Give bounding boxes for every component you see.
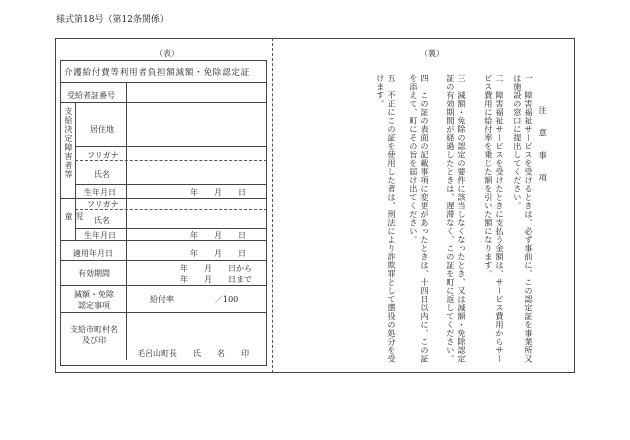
child-birthdate-label: 生年月日 <box>84 231 116 240</box>
rule <box>75 209 267 210</box>
decision-person-label: 支給決定障害者等 <box>64 107 73 179</box>
effective-date-label: 適用年月日 <box>73 249 113 258</box>
child-name-label: 氏名 <box>94 216 110 225</box>
issuer-line: 毛呂山町長 氏 名 印 <box>137 349 249 358</box>
rule <box>60 260 267 261</box>
birthdate-label: 生年月日 <box>84 188 116 197</box>
notes-heading: 注 意 事 項 <box>538 106 549 185</box>
rule <box>75 228 267 229</box>
child-birthdate-value: 年 月 日 <box>190 231 246 240</box>
rule <box>75 184 267 185</box>
effective-date-value: 年 月 日 <box>190 249 246 258</box>
form-title: 介護給付費等利用者負担額減額・免除認定証 <box>64 68 251 78</box>
note-item: 二 障害福祉サービスを受けたときに支払う金額は、サービス費用からサービス費用に給付率を乗じた額を引いた額になります。 <box>483 74 505 363</box>
name-label: 氏名 <box>94 170 110 179</box>
child-label: 児童 <box>64 212 84 228</box>
valid-from-value: 年 月 日から <box>180 264 252 273</box>
rule <box>60 285 267 286</box>
rule <box>75 198 76 240</box>
note-item: 四 この証の表面の記載事項に変更があったときは、十四日以内に、この証を添えて、町にその旨を届け出てください。 <box>408 74 430 363</box>
furigana-label: フリガナ <box>87 151 119 160</box>
back-side-label: （裏） <box>420 49 444 58</box>
valid-period-label: 有効期間 <box>78 269 110 278</box>
municipality-label: 支給市町村名 及び印 <box>70 325 118 345</box>
note-item: 一 障害福祉サービスを受けるときは、必ず事前に、この認定証を事業所又は施設の窓口に提出してください。 <box>512 74 534 363</box>
form-id: 様式第18号（第12条関係） <box>56 15 169 25</box>
note-item: 五 不正にこの証を使用した者は、刑法により詐欺罪として懲役の処分を受けます。 <box>375 74 397 363</box>
rule <box>126 82 127 102</box>
birthdate-value: 年 月 日 <box>190 188 246 197</box>
note-item: 三 減額・免除の認定の要件に該当しなくなったとき、又は減額・免除認定証の有効期間が経過したときは、遅滞なく、この証を町に返してください。 <box>445 74 467 363</box>
fold-line <box>272 38 273 373</box>
valid-to-value: 年 月 日まで <box>180 275 252 284</box>
front-table <box>60 60 267 366</box>
rule <box>60 312 267 313</box>
recipient-cert-no-label: 受給者証番号 <box>67 91 115 100</box>
rule <box>126 198 127 240</box>
payment-rate-label: 給付率 <box>150 295 174 304</box>
child-furigana-label: フリガナ <box>87 200 119 209</box>
rule <box>60 82 267 83</box>
address-label: 居住地 <box>90 125 114 134</box>
rule <box>75 146 267 147</box>
rule <box>60 102 267 103</box>
payment-rate-value: ／100 <box>215 295 239 304</box>
reduction-label: 減額・免除 認定事項 <box>74 290 114 310</box>
rule <box>60 240 267 241</box>
rule <box>75 160 267 161</box>
rule <box>126 240 127 360</box>
front-side-label: （表） <box>155 49 179 58</box>
